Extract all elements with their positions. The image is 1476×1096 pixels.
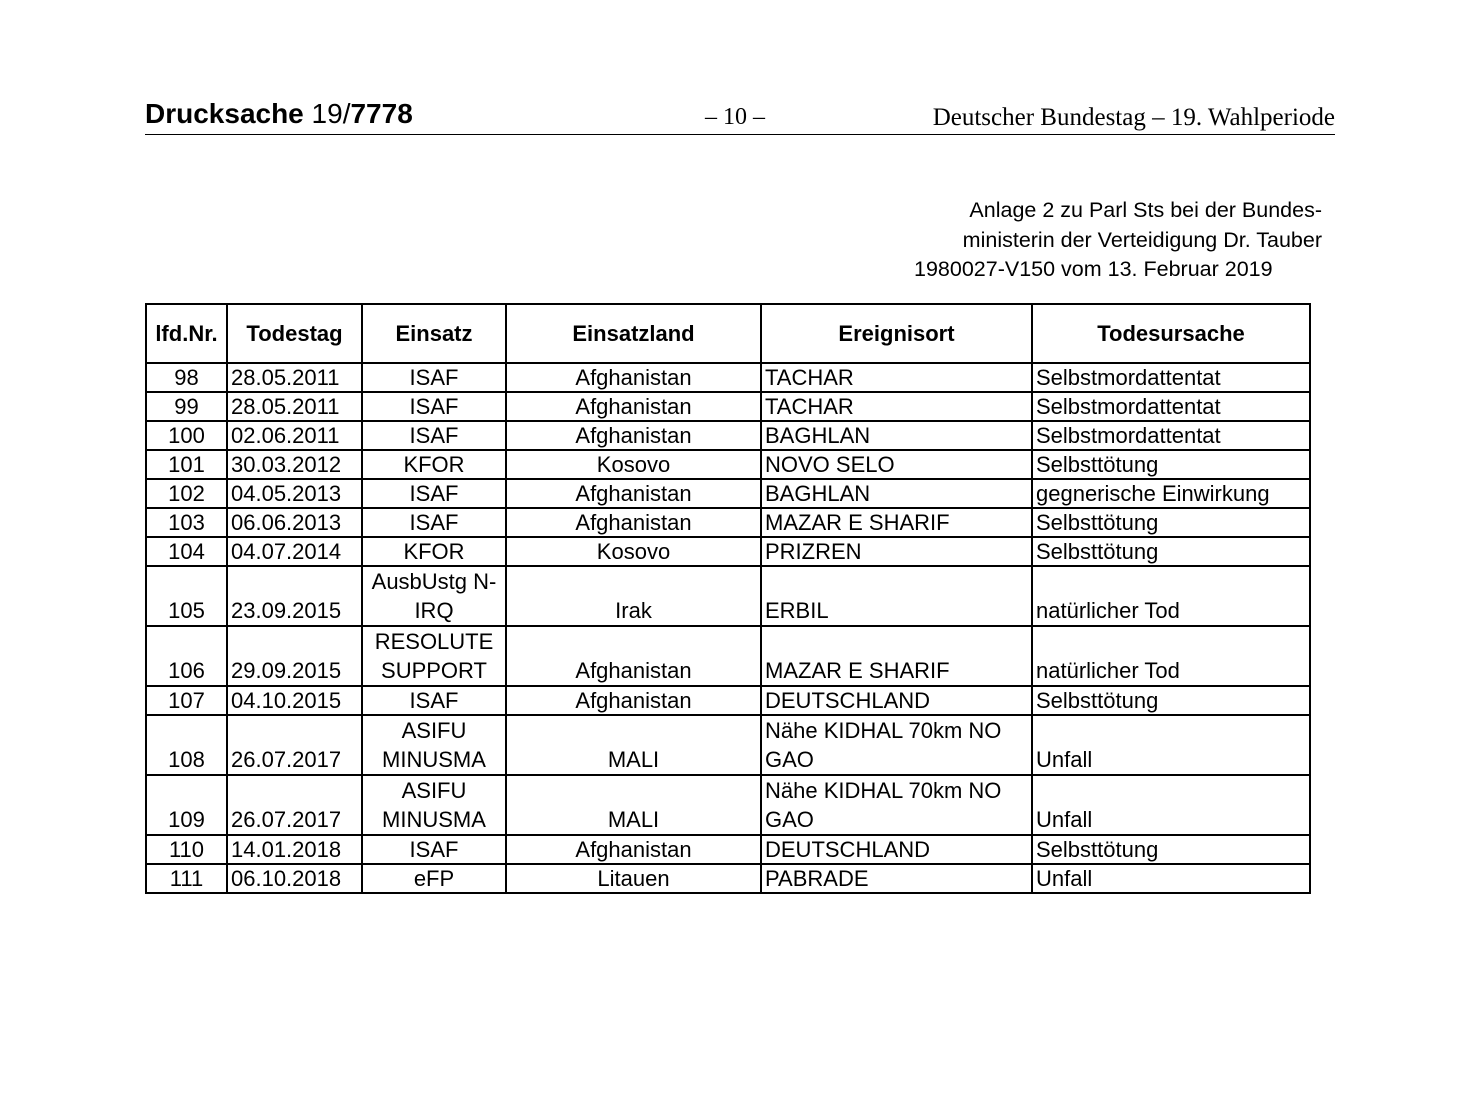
cell-cause: Selbsttötung	[1032, 686, 1310, 715]
cell-mission-line: ISAF	[409, 688, 459, 713]
cell-mission-line: ISAF	[409, 481, 459, 506]
column-header-todesursache: Todesursache	[1032, 304, 1310, 363]
cell-mission-line: MINUSMA	[382, 747, 486, 772]
cell-date: 26.07.2017	[227, 715, 362, 775]
cell-country: Kosovo	[506, 450, 761, 479]
cell-date: 28.05.2011	[227, 392, 362, 421]
cell-mission	[362, 363, 506, 392]
cell-location	[761, 537, 1032, 566]
cell-country: Afghanistan	[506, 421, 761, 450]
cell-country: MALI	[506, 715, 761, 775]
table-row	[146, 508, 1310, 537]
cell-country: Afghanistan	[506, 479, 761, 508]
cell-mission-line: RESOLUTE	[374, 629, 494, 654]
cell-mission	[362, 686, 506, 715]
cell-nr: 102	[146, 479, 227, 508]
cell-location-line: TACHAR	[765, 394, 854, 419]
table-row	[146, 626, 1310, 686]
cell-location	[761, 864, 1032, 893]
cell-country: Afghanistan	[506, 363, 761, 392]
cell-cause: Selbstmordattentat	[1032, 363, 1310, 392]
cell-location-line: GAO	[765, 747, 814, 772]
cell-cause: Selbstmordattentat	[1032, 421, 1310, 450]
cell-location-line: TACHAR	[765, 365, 854, 390]
cell-mission	[362, 508, 506, 537]
parliament-period: Deutscher Bundestag – 19. Wahlperiode	[932, 104, 1335, 131]
cell-location	[761, 479, 1032, 508]
cell-location	[761, 508, 1032, 537]
cell-nr: 105	[146, 566, 227, 626]
nr-header-line-2: Nr.	[188, 320, 218, 346]
cell-location-line: MAZAR E SHARIF	[765, 510, 950, 535]
cell-location	[761, 835, 1032, 864]
cell-mission-line: ISAF	[409, 394, 459, 419]
cell-country: Afghanistan	[506, 626, 761, 686]
cell-date: 02.06.2011	[227, 421, 362, 450]
cell-country: MALI	[506, 775, 761, 835]
cell-cause: gegnerische Einwirkung	[1032, 479, 1310, 508]
nr-header-line-1: lfd.	[155, 320, 189, 346]
column-header-todestag: Todestag	[227, 304, 362, 363]
cell-country: Afghanistan	[506, 392, 761, 421]
cell-location	[761, 715, 1032, 775]
cell-location	[761, 686, 1032, 715]
cell-country: Litauen	[506, 864, 761, 893]
cell-cause: Selbsttötung	[1032, 450, 1310, 479]
table-row	[146, 537, 1310, 566]
cell-mission-line: eFP	[413, 866, 455, 891]
cell-location	[761, 421, 1032, 450]
cell-cause: Selbsttötung	[1032, 835, 1310, 864]
cell-cause: Unfall	[1032, 775, 1310, 835]
cell-location-line: PABRADE	[765, 866, 869, 891]
cell-location	[761, 566, 1032, 626]
column-header-ereignisort: Ereignisort	[761, 304, 1032, 363]
cell-mission-line: ISAF	[409, 510, 459, 535]
cell-mission-line: ASIFU	[401, 778, 467, 803]
cell-mission	[362, 537, 506, 566]
cell-location-line: Nähe KIDHAL 70km NO	[765, 718, 1002, 743]
cell-cause: Selbsttötung	[1032, 508, 1310, 537]
cell-mission-line: ISAF	[409, 365, 459, 390]
cell-mission-line: KFOR	[403, 452, 465, 477]
cell-cause: natürlicher Tod	[1032, 626, 1310, 686]
doc-label: Drucksache	[145, 98, 304, 129]
table-row	[146, 864, 1310, 893]
cell-mission-line: MINUSMA	[382, 807, 486, 832]
cell-mission	[362, 775, 506, 835]
cell-date: 28.05.2011	[227, 363, 362, 392]
cell-cause: Selbstmordattentat	[1032, 392, 1310, 421]
cell-cause: Selbsttötung	[1032, 537, 1310, 566]
cell-nr: 103	[146, 508, 227, 537]
cell-cause: natürlicher Tod	[1032, 566, 1310, 626]
cell-date: 04.05.2013	[227, 479, 362, 508]
casualty-table	[145, 303, 1311, 894]
cell-location-line: PRIZREN	[765, 539, 862, 564]
cell-mission-line: ISAF	[409, 423, 459, 448]
table-row	[146, 775, 1310, 835]
cell-location-line: ERBIL	[765, 598, 829, 623]
table-row	[146, 421, 1310, 450]
cell-location	[761, 392, 1032, 421]
cell-location-line: Nähe KIDHAL 70km NO	[765, 778, 1002, 803]
table-row	[146, 363, 1310, 392]
cell-location-line: MAZAR E SHARIF	[765, 658, 950, 683]
cell-location-line: GAO	[765, 807, 814, 832]
page-header	[145, 96, 1335, 135]
table-row	[146, 686, 1310, 715]
cell-location-line: NOVO SELO	[765, 452, 895, 477]
cell-date: 29.09.2015	[227, 626, 362, 686]
cell-date: 26.07.2017	[227, 775, 362, 835]
cell-nr: 110	[146, 835, 227, 864]
cell-nr: 109	[146, 775, 227, 835]
cell-mission-line: IRQ	[414, 598, 454, 623]
table-row	[146, 715, 1310, 775]
cell-mission	[362, 835, 506, 864]
cell-location	[761, 775, 1032, 835]
cell-date: 14.01.2018	[227, 835, 362, 864]
cell-location-line: BAGHLAN	[765, 481, 871, 506]
cell-date: 30.03.2012	[227, 450, 362, 479]
cell-mission	[362, 566, 506, 626]
cell-nr: 100	[146, 421, 227, 450]
cell-nr: 108	[146, 715, 227, 775]
cell-location-line: DEUTSCHLAND	[765, 837, 931, 862]
page-number: – 10 –	[705, 104, 765, 130]
column-header-einsatz: Einsatz	[362, 304, 506, 363]
cell-country: Kosovo	[506, 537, 761, 566]
cell-location	[761, 363, 1032, 392]
cell-cause: Unfall	[1032, 864, 1310, 893]
doc-number-prefix: 19/	[311, 98, 351, 129]
annex-line-2: ministerin der Verteidigung Dr. Tauber	[962, 227, 1322, 252]
table-row	[146, 566, 1310, 626]
cell-date: 06.06.2013	[227, 508, 362, 537]
cell-location-line: DEUTSCHLAND	[765, 688, 931, 713]
cell-mission-line: AusbUstg N-	[371, 569, 497, 594]
cell-mission	[362, 715, 506, 775]
cell-location	[761, 450, 1032, 479]
table-header-row	[146, 304, 1310, 363]
cell-country: Afghanistan	[506, 835, 761, 864]
cell-nr: 101	[146, 450, 227, 479]
annex-line-1: Anlage 2 zu Parl Sts bei der Bundes-	[969, 198, 1322, 222]
cell-mission	[362, 392, 506, 421]
column-header-nr	[146, 304, 227, 363]
table-row	[146, 392, 1310, 421]
cell-date: 04.10.2015	[227, 686, 362, 715]
cell-mission	[362, 864, 506, 893]
annex-line-3: 1980027-V150 vom 13. Februar 2019	[914, 257, 1273, 281]
cell-date: 04.07.2014	[227, 537, 362, 566]
cell-country: Irak	[506, 566, 761, 626]
cell-mission-line: SUPPORT	[381, 658, 487, 683]
column-header-einsatzland: Einsatzland	[506, 304, 761, 363]
cell-nr: 99	[146, 392, 227, 421]
cell-mission-line: ASIFU	[401, 718, 467, 743]
cell-nr: 104	[146, 537, 227, 566]
cell-mission	[362, 479, 506, 508]
annex-note	[912, 196, 1322, 285]
cell-country: Afghanistan	[506, 508, 761, 537]
doc-number: 7778	[350, 98, 413, 129]
cell-nr: 107	[146, 686, 227, 715]
table-row	[146, 835, 1310, 864]
cell-cause: Unfall	[1032, 715, 1310, 775]
cell-date: 06.10.2018	[227, 864, 362, 893]
cell-location-line: BAGHLAN	[765, 423, 871, 448]
cell-location	[761, 626, 1032, 686]
cell-mission	[362, 450, 506, 479]
cell-nr: 98	[146, 363, 227, 392]
cell-date: 23.09.2015	[227, 566, 362, 626]
cell-mission	[362, 421, 506, 450]
cell-mission-line: ISAF	[409, 837, 459, 862]
cell-nr: 111	[146, 864, 227, 893]
cell-mission-line: KFOR	[403, 539, 465, 564]
cell-country: Afghanistan	[506, 686, 761, 715]
cell-nr: 106	[146, 626, 227, 686]
table-row	[146, 479, 1310, 508]
table-row	[146, 450, 1310, 479]
document-id	[145, 98, 413, 130]
cell-mission	[362, 626, 506, 686]
